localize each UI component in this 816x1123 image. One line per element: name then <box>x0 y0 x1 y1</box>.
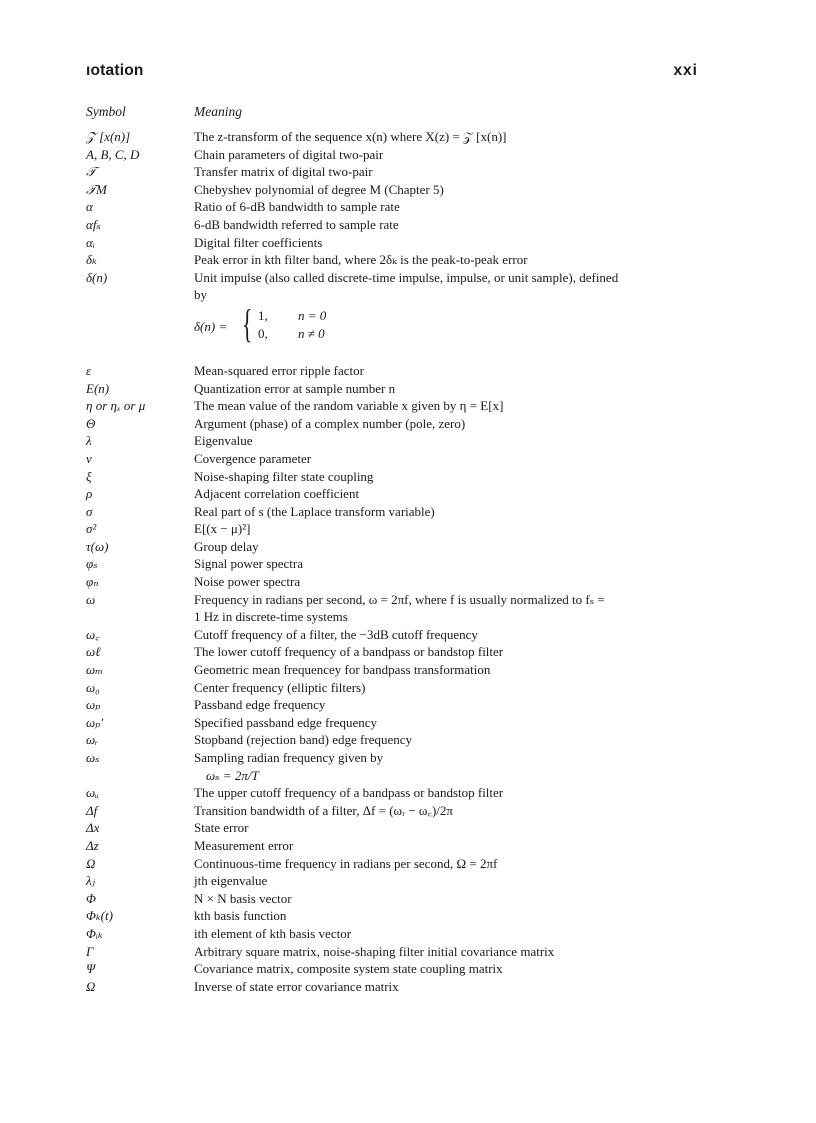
notation-row <box>86 450 706 468</box>
notation-meaning <box>194 591 704 626</box>
notation-symbol: ω꜀ <box>86 626 100 642</box>
notation-meaning <box>194 555 704 573</box>
notation-row <box>86 696 706 714</box>
notation-row <box>86 731 706 749</box>
notation-row <box>86 181 706 199</box>
notation-symbol: ωₚ′ <box>86 714 104 730</box>
notation-meaning <box>194 661 704 679</box>
notation-meaning <box>194 960 704 978</box>
meaning-column-header: Meaning <box>194 104 242 119</box>
notation-meaning <box>194 251 704 269</box>
symbol-column-header: Symbol <box>86 104 126 119</box>
notation-row <box>86 837 706 855</box>
notation-meaning <box>194 468 704 486</box>
notation-row <box>86 432 706 450</box>
meaning-line: Frequency in radians per second, ω = 2πf, where f is usually normalized to fₛ = <box>194 591 605 607</box>
notation-meaning <box>194 679 704 697</box>
meaning-line: Signal power spectra <box>194 556 304 572</box>
notation-row <box>86 626 706 644</box>
notation-symbol: φₛ <box>86 556 98 572</box>
notation-meaning <box>194 925 704 943</box>
notation-symbol: Δx <box>86 820 100 836</box>
notation-symbol: ω <box>86 591 96 607</box>
notation-row <box>86 643 706 661</box>
meaning-line: Center frequency (elliptic filters) <box>194 679 366 695</box>
notation-symbol: Ω <box>86 855 96 871</box>
notation-row <box>86 960 706 978</box>
notation-symbol: 𝒯M <box>86 181 107 197</box>
meaning-line: Transition bandwidth of a filter, Δf = (ωᵣ − ω꜀)/2π <box>194 802 453 818</box>
formula-case2-value: 0, <box>258 325 268 341</box>
notation-meaning <box>194 432 704 450</box>
notation-symbol: α <box>86 199 93 215</box>
meaning-line: Mean-squared error ripple factor <box>194 362 364 378</box>
column-headers <box>86 104 706 122</box>
notation-meaning <box>194 819 704 837</box>
meaning-line: Adjacent correlation coefficient <box>194 486 360 502</box>
notation-row <box>86 163 706 181</box>
notation-row <box>86 819 706 837</box>
meaning-line: N × N basis vector <box>194 890 292 906</box>
notation-symbol: Φᵢₖ <box>86 925 103 941</box>
notation-meaning <box>194 872 704 890</box>
notation-row <box>86 146 706 164</box>
meaning-line: ith element of kth basis vector <box>194 925 352 941</box>
notation-row <box>86 749 706 767</box>
meaning-line: Measurement error <box>194 837 294 853</box>
notation-row <box>86 251 706 269</box>
notation-symbol: E(n) <box>86 380 110 396</box>
notation-group-a <box>86 128 706 304</box>
notation-row <box>86 415 706 433</box>
notation-symbol: A, B, C, D <box>86 146 140 162</box>
meaning-line: Argument (phase) of a complex number (pole, zero) <box>194 415 466 431</box>
meaning-line: The z-transform of the sequence x(n) where X(z) = 𝒵 [x(n)] <box>194 129 507 144</box>
notation-symbol: Γ <box>86 943 94 959</box>
notation-meaning <box>194 485 704 503</box>
meaning-line: The upper cutoff frequency of a bandpass or bandstop filter <box>194 785 504 801</box>
notation-meaning <box>194 802 704 820</box>
meaning-line: Specified passband edge frequency <box>194 714 378 730</box>
notation-meaning <box>194 397 704 415</box>
notation-row <box>86 714 706 732</box>
notation-row <box>86 784 706 802</box>
meaning-line: Transfer matrix of digital two-pair <box>194 164 373 180</box>
meaning-line: Continuous-time frequency in radians per second, Ω = 2πf <box>194 855 498 871</box>
notation-symbol: Φₖ(t) <box>86 908 113 924</box>
notation-symbol: 𝒯 <box>86 164 96 180</box>
meaning-line: Noise-shaping filter state coupling <box>194 468 374 484</box>
notation-symbol: ε <box>86 362 92 378</box>
notation-row <box>86 216 706 234</box>
meaning-line: 6-dB bandwidth referred to sample rate <box>194 216 399 232</box>
notation-symbol: λⱼ <box>86 873 96 889</box>
notation-meaning <box>194 146 704 164</box>
notation-symbol: Ψ <box>86 961 96 977</box>
notation-symbol: ωₛ <box>86 750 100 765</box>
meaning-line: Chain parameters of digital two-pair <box>194 146 384 162</box>
notation-symbol: ω₀ <box>86 679 100 695</box>
meaning-line: Eigenvalue <box>194 433 253 449</box>
notation-row <box>86 503 706 521</box>
notation-row <box>86 591 706 626</box>
notation-symbol: λ <box>86 433 92 449</box>
meaning-line: The lower cutoff frequency of a bandpass or bandstop filter <box>194 644 504 660</box>
notation-row <box>86 943 706 961</box>
notation-symbol: τ(ω) <box>86 538 109 554</box>
meaning-line: Covergence parameter <box>194 450 312 466</box>
formula-case1-condition: n = 0 <box>298 307 327 323</box>
formula-case2-condition: n ≠ 0 <box>298 325 325 341</box>
notation-symbol: ωℓ <box>86 644 101 660</box>
notation-symbol: ρ <box>86 486 93 502</box>
meaning-line: Stopband (rejection band) edge frequency <box>194 732 413 748</box>
meaning-line: 1 Hz in discrete-time systems <box>194 609 348 625</box>
notation-meaning <box>194 978 704 996</box>
notation-group-c <box>86 784 706 995</box>
notation-meaning <box>194 837 704 855</box>
meaning-line: Inverse of state error covariance matrix <box>194 978 399 994</box>
meaning-line: Cutoff frequency of a filter, the −3dB cutoff frequency <box>194 626 478 642</box>
meaning-line: Chebyshev polynomial of degree M (Chapter 5) <box>194 181 444 197</box>
formula-case1-value: 1, <box>258 307 268 323</box>
meaning-line: The mean value of the random variable x given by η = E[x] <box>194 398 504 414</box>
notation-row <box>86 362 706 380</box>
notation-symbol: Φ <box>86 890 96 906</box>
meaning-line: Quantization error at sample number n <box>194 380 396 396</box>
notation-symbol: σ <box>86 503 93 519</box>
notation-meaning <box>194 696 704 714</box>
notation-row <box>86 538 706 556</box>
notation-row <box>86 555 706 573</box>
notation-meaning <box>194 626 704 644</box>
notation-symbol: Δf <box>86 802 98 818</box>
unit-impulse-formula <box>86 300 706 352</box>
notation-symbol: φₙ <box>86 574 99 590</box>
notation-symbol: ν <box>86 450 92 466</box>
notation-meaning <box>194 450 704 468</box>
meaning-line: kth basis function <box>194 908 287 924</box>
notation-meaning <box>194 415 704 433</box>
page-number: xxi <box>673 62 698 79</box>
notation-meaning <box>194 128 704 146</box>
notation-meaning <box>194 503 704 521</box>
notation-symbol: σ² <box>86 521 97 537</box>
notation-symbol: αfₛ <box>86 216 101 232</box>
notation-row <box>86 925 706 943</box>
notation-row <box>86 128 706 146</box>
notation-group-b <box>86 362 706 767</box>
notation-symbol: ξ <box>86 468 92 484</box>
notation-meaning <box>194 520 704 538</box>
notation-meaning <box>194 362 704 380</box>
notation-row <box>86 468 706 486</box>
notation-symbol: Ω <box>86 978 96 994</box>
notation-meaning <box>194 643 704 661</box>
chapter-title: ıotation <box>86 62 144 79</box>
notation-symbol: δₖ <box>86 252 97 268</box>
meaning-line: State error <box>194 820 249 836</box>
meaning-line: Sampling radian frequency given by <box>194 750 384 765</box>
notation-symbol: ωₘ <box>86 662 104 678</box>
notation-row <box>86 485 706 503</box>
meaning-line: Real part of s (the Laplace transform variable) <box>194 503 435 519</box>
notation-meaning <box>194 943 704 961</box>
meaning-line: by <box>194 287 207 303</box>
notation-row <box>86 573 706 591</box>
notation-symbol: Δz <box>86 837 99 853</box>
meaning-line: Peak error in kth filter band, where 2δₖ is the peak-to-peak error <box>194 252 528 268</box>
notation-symbol: Θ <box>86 415 96 431</box>
notation-row <box>86 679 706 697</box>
meaning-line: Unit impulse (also called discrete-time impulse, impulse, or unit sample), defined <box>194 269 619 285</box>
notation-row <box>86 855 706 873</box>
formula-lhs: δ(n) = <box>194 318 228 334</box>
notation-row <box>86 907 706 925</box>
notation-meaning <box>194 714 704 732</box>
notation-symbol: ωᵤ <box>86 785 99 801</box>
notation-row <box>86 661 706 679</box>
meaning-line: Arbitrary square matrix, noise-shaping filter initial covariance matrix <box>194 943 555 959</box>
notation-meaning <box>194 855 704 873</box>
notation-row <box>86 802 706 820</box>
notation-row <box>86 234 706 252</box>
notation-meaning <box>194 269 704 304</box>
notation-row <box>86 269 706 304</box>
notation-row <box>86 872 706 890</box>
meaning-line: Digital filter coefficients <box>194 234 323 250</box>
notation-meaning <box>194 784 704 802</box>
notation-symbol: ωᵣ <box>86 732 99 748</box>
notation-meaning <box>194 749 704 767</box>
meaning-line: Covariance matrix, composite system state coupling matrix <box>194 961 503 977</box>
notation-table <box>86 128 706 995</box>
meaning-line: Noise power spectra <box>194 574 301 590</box>
notation-row <box>86 978 706 996</box>
notation-row <box>86 198 706 216</box>
notation-symbol: 𝒵 [x(n)] <box>86 129 131 144</box>
meaning-line: jth eigenvalue <box>194 873 268 889</box>
notation-meaning <box>194 181 704 199</box>
notation-meaning <box>194 163 704 181</box>
meaning-line: Passband edge frequency <box>194 697 326 713</box>
notation-symbol: αᵢ <box>86 234 95 250</box>
meaning-line: E[(x − μ)²] <box>194 521 251 537</box>
formula-brace: { <box>242 300 253 346</box>
notation-symbol: ωₚ <box>86 697 101 713</box>
notation-meaning <box>194 907 704 925</box>
meaning-line: Group delay <box>194 538 259 554</box>
page-header <box>86 62 698 84</box>
notation-meaning <box>194 538 704 556</box>
notation-meaning <box>194 380 704 398</box>
notation-meaning <box>194 573 704 591</box>
meaning-line: Ratio of 6-dB bandwidth to sample rate <box>194 199 400 215</box>
notation-symbol: δ(n) <box>86 269 108 285</box>
notation-row <box>86 380 706 398</box>
notation-meaning <box>194 731 704 749</box>
notation-meaning <box>194 198 704 216</box>
notation-row <box>86 890 706 908</box>
notation-row <box>86 397 706 415</box>
notation-meaning <box>194 890 704 908</box>
notation-meaning <box>194 234 704 252</box>
notation-meaning <box>194 216 704 234</box>
sampling-frequency-equation: ωₛ = 2π/T <box>206 767 259 783</box>
notation-symbol: η or ηₓ or μ <box>86 398 146 414</box>
notation-row <box>86 520 706 538</box>
meaning-line: Geometric mean frequencey for bandpass transformation <box>194 662 491 678</box>
